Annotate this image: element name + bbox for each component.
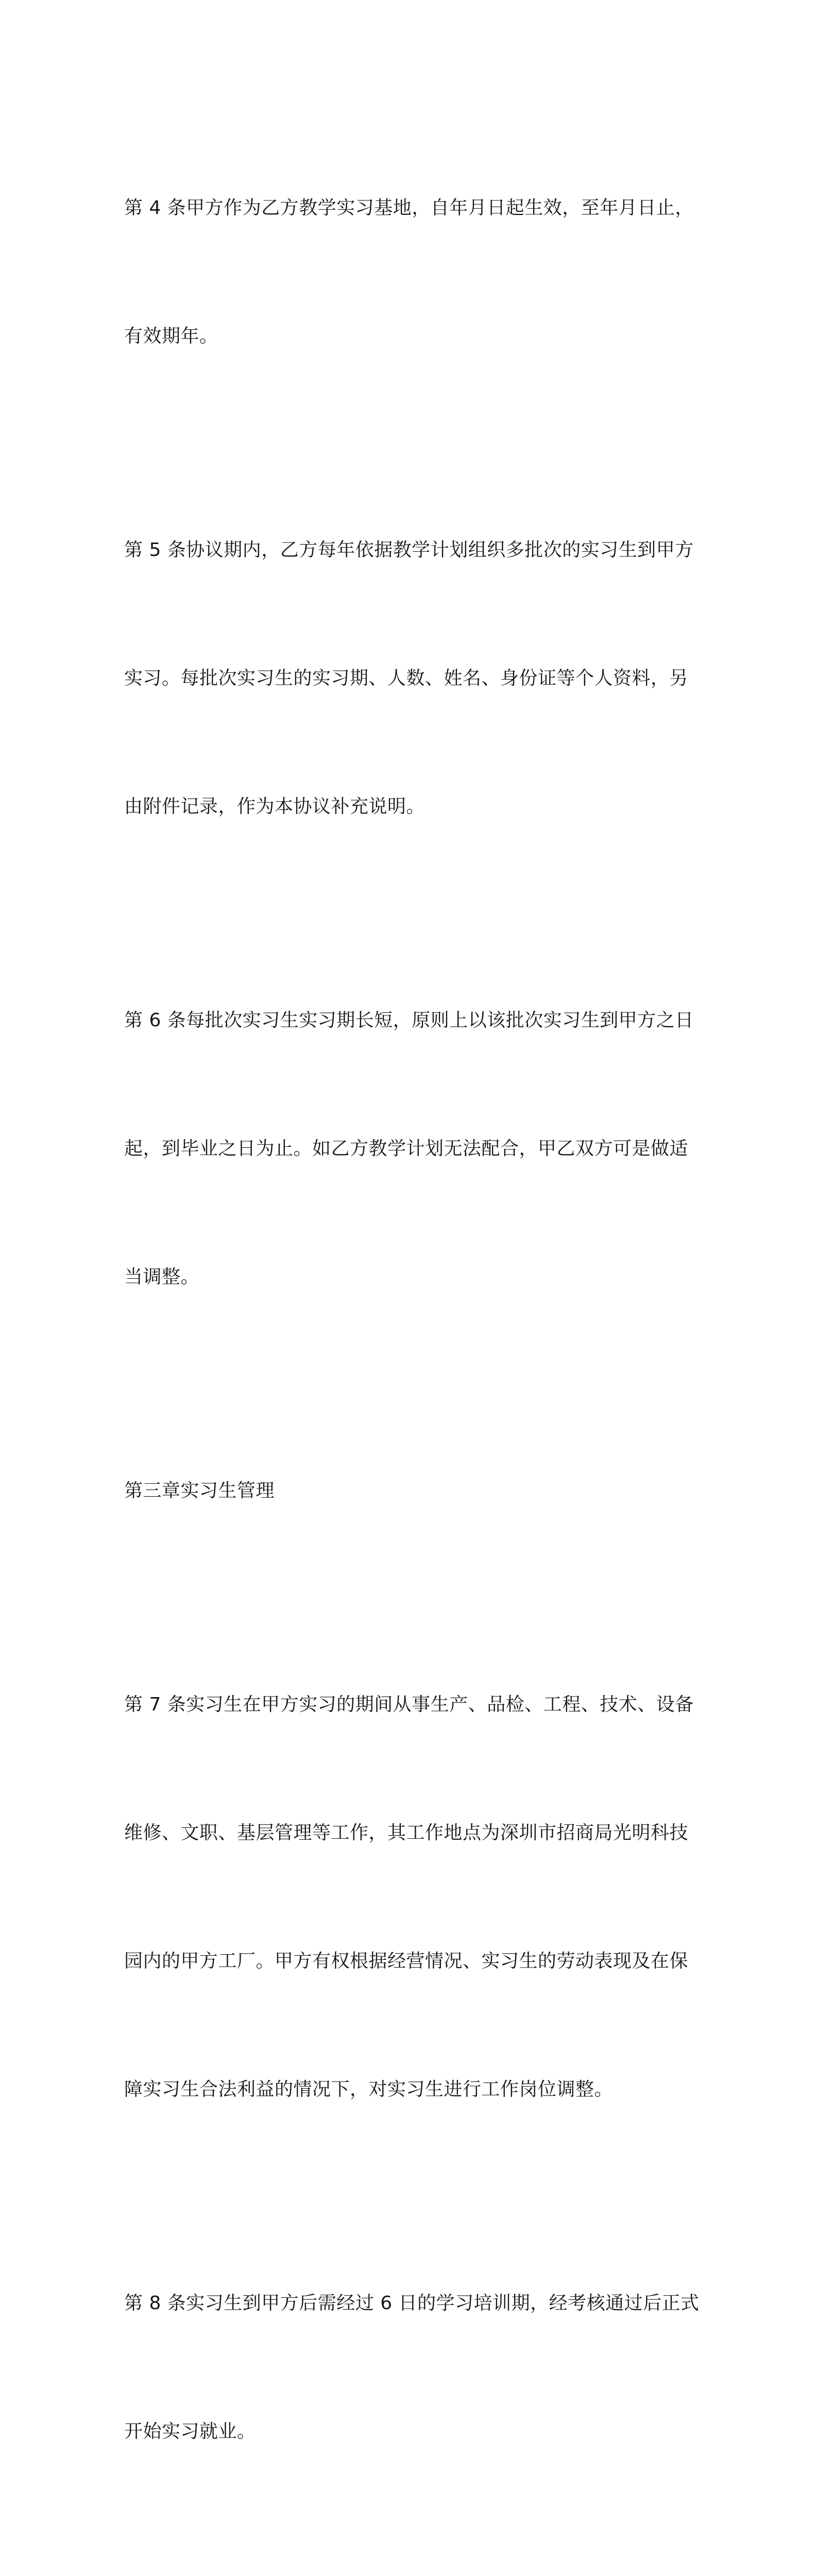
paragraph-line: 第 4 条甲方作为乙方教学实习基地，自年月日起生效，至年月日止， (124, 197, 694, 218)
article-8-paragraph (124, 2196, 701, 2538)
document-body (124, 101, 701, 2576)
article-4-paragraph (124, 101, 701, 443)
paragraph-line: 起，到毕业之日为止。如乙方教学计划无法配合，甲乙双方可是做适 (124, 1138, 689, 1159)
paragraph-line: 障实习生合法利益的情况下，对实习生进行工作岗位调整。 (124, 2079, 614, 2100)
paragraph-line: 有效期年。 (124, 326, 218, 347)
paragraph-line: 当调整。 (124, 1266, 200, 1287)
paragraph-line: 维修、文职、基层管理等工作，其工作地点为深圳市招商局光明科技 (124, 1822, 689, 1843)
article-5-paragraph (124, 443, 701, 913)
paragraph-line: 由附件记录，作为本协议补充说明。 (124, 796, 425, 817)
article-6-paragraph (124, 913, 701, 1384)
paragraph-line: 第 6 条每批次实习生实习期长短，原则上以该批次实习生到甲方之日 (124, 1010, 694, 1031)
chapter-heading-line: 第三章实习生管理 (124, 1480, 275, 1501)
paragraph-line: 第 5 条协议期内，乙方每年依据教学计划组织多批次的实习生到甲方 (124, 539, 694, 561)
paragraph-line: 第 7 条实习生在甲方实习的期间从事生产、品检、工程、技术、设备 (124, 1694, 694, 1715)
article-9-paragraph (124, 2538, 701, 2576)
paragraph-line: 实习。每批次实习生的实习期、人数、姓名、身份证等个人资料，另 (124, 668, 689, 689)
article-7-paragraph (124, 1598, 701, 2196)
paragraph-line: 园内的甲方工厂。甲方有权根据经营情况、实习生的劳动表现及在保 (124, 1951, 689, 1972)
chapter-3-heading (124, 1384, 701, 1598)
paragraph-line: 开始实习就业。 (124, 2421, 256, 2442)
paragraph-line: 第 8 条实习生到甲方后需经过 6 日的学习培训期，经考核通过后正式 (124, 2293, 700, 2314)
